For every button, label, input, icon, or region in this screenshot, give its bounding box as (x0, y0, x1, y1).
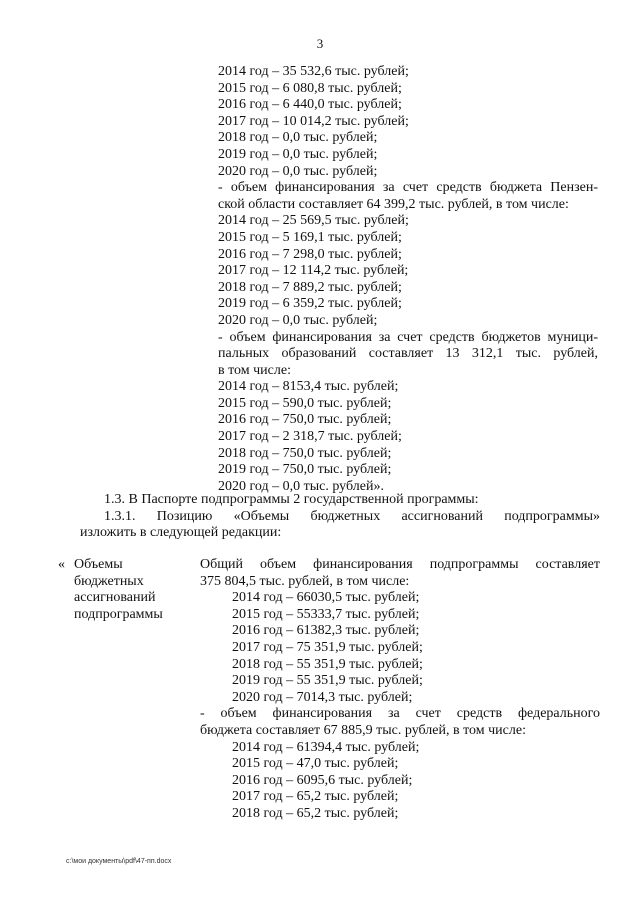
list-item: 2014 год – 35 532,6 тыс. рублей; (218, 64, 409, 79)
list-item: 2017 год – 75 351,9 тыс. рублей; (232, 639, 423, 655)
list-item: 2019 год – 55 351,9 тыс. рублей; (232, 673, 423, 689)
list-item: 2020 год – 0,0 тыс. рублей; (218, 312, 378, 328)
section-1-3-heading: 1.3. В Паспорте подпрограммы 2 государственной программы: (104, 492, 479, 507)
federal-budget-line2: бюджета составляет 67 885,9 тыс. рублей, в том числе: (200, 722, 526, 738)
list-item: 2016 год – 7 298,0 тыс. рублей; (218, 246, 402, 262)
list-item: 2019 год – 0,0 тыс. рублей; (218, 146, 378, 162)
list-item: 2016 год – 750,0 тыс. рублей; (218, 412, 392, 428)
list-item: 2015 год – 590,0 тыс. рублей; (218, 395, 392, 411)
list-item: 2020 год – 7014,3 тыс. рублей; (232, 689, 413, 705)
list-item: 2020 год – 0,0 тыс. рублей». (218, 478, 384, 494)
label-line: Объемы (74, 557, 123, 572)
list-item: 2015 год – 6 080,8 тыс. рублей; (218, 80, 402, 96)
list-item: 2014 год – 8153,4 тыс. рублей; (218, 379, 399, 395)
total-volume-line2: 375 804,5 тыс. рублей, в том числе: (200, 573, 410, 589)
opening-quote: « (58, 557, 65, 572)
list-item: 2015 год – 47,0 тыс. рублей; (232, 756, 399, 772)
year-list-a (218, 64, 598, 180)
label-line: бюджетных (74, 573, 144, 589)
list-item: 2018 год – 55 351,9 тыс. рублей; (232, 656, 423, 672)
list-item: 2016 год – 6 440,0 тыс. рублей; (218, 97, 402, 113)
page-number: 3 (316, 36, 324, 51)
list-item: 2014 год – 61394,4 тыс. рублей; (232, 739, 420, 755)
list-item: 2014 год – 25 569,5 тыс. рублей; (218, 213, 409, 229)
year-list-c (218, 379, 598, 495)
list-item: 2020 год – 0,0 тыс. рублей; (218, 163, 378, 179)
regional-budget-line2: ской области составляет 64 399,2 тыс. рублей, в том числе: (218, 196, 569, 212)
year-list-b (218, 213, 598, 329)
list-item: 2015 год – 55333,7 тыс. рублей; (232, 606, 420, 622)
financing-block (218, 64, 598, 495)
regional-budget-line1: - объем финансирования за счет средств бюджета Пензен- (218, 180, 598, 196)
total-volume-line1: Общий объем финансирования подпрограммы составляет (200, 557, 600, 572)
list-item: 2018 год – 0,0 тыс. рублей; (218, 130, 378, 146)
label-line: ассигнований (74, 590, 156, 606)
passport-label (74, 557, 184, 623)
list-item: 2018 год – 65,2 тыс. рублей; (232, 805, 399, 821)
label-line: подпрограммы (74, 606, 163, 622)
list-item: 2014 год – 66030,5 тыс. рублей; (232, 590, 420, 606)
list-item: 2018 год – 750,0 тыс. рублей; (218, 445, 392, 461)
passport-value-cell (200, 557, 600, 823)
section-1-3-1-line2: изложить в следующей редакции: (80, 525, 282, 541)
section-1-3 (80, 492, 600, 542)
list-item: 2016 год – 61382,3 тыс. рублей; (232, 623, 420, 639)
list-item: 2019 год – 6 359,2 тыс. рублей; (218, 296, 402, 312)
list-item: 2017 год – 65,2 тыс. рублей; (232, 789, 399, 805)
list-item: 2019 год – 750,0 тыс. рублей; (218, 462, 392, 478)
file-path-footer: c:\мои документы\pdf\47-пп.docx (66, 858, 172, 865)
federal-budget-line1: - объем финансирования за счет средств федерального (200, 706, 600, 722)
list-item: 2017 год – 12 114,2 тыс. рублей; (218, 263, 409, 279)
list-item: 2015 год – 5 169,1 тыс. рублей; (218, 229, 402, 245)
municipal-budget-line1: - объем финансирования за счет средств бюджетов муници- (218, 329, 598, 345)
list-item: 2017 год – 2 318,7 тыс. рублей; (218, 429, 402, 445)
list-item: 2016 год – 6095,6 тыс. рублей; (232, 772, 413, 788)
list-item: 2017 год – 10 014,2 тыс. рублей; (218, 113, 409, 129)
section-1-3-1-line1: 1.3.1. Позицию «Объемы бюджетных ассигнований подпрограммы» (104, 508, 600, 524)
municipal-budget-line2: пальных образований составляет 13 312,1 тыс. рублей, (218, 346, 598, 362)
municipal-budget-line3: в том числе: (218, 362, 291, 378)
list-item: 2018 год – 7 889,2 тыс. рублей; (218, 279, 402, 295)
